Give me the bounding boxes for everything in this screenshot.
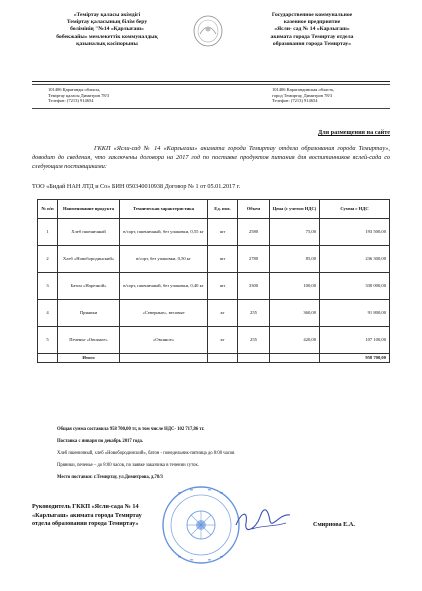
column-header: Ед. изм. — [208, 200, 238, 219]
cell-number: 4 — [38, 300, 58, 327]
cell-empty — [270, 354, 320, 363]
contract-items-table — [37, 199, 390, 363]
signatory-name: Смирнова Е.А. — [313, 521, 355, 528]
column-header: Объем — [238, 200, 270, 219]
cell-number: 1 — [38, 219, 58, 246]
cell-product: Хлеб пшеничный — [58, 219, 120, 246]
header-divider-thin — [32, 84, 390, 85]
delivery-period-note: Поставка с января по декабрь 2017 года. — [57, 439, 144, 444]
header-left-kazakh — [32, 12, 182, 48]
address-line: 101406 Карагандинская область, — [272, 87, 335, 92]
address-line: Телефон: (7213) 914654 — [272, 98, 318, 104]
cell-sum: 193 500,00 — [320, 219, 390, 246]
table-row — [38, 246, 390, 273]
header-right-line: казенное предприятие — [283, 19, 341, 26]
cell-number: 3 — [38, 273, 58, 300]
cell-empty — [120, 354, 208, 363]
header-right-russian — [232, 12, 392, 48]
signatory-title — [32, 503, 142, 529]
cookies-schedule-note: Пряники, печенье – до 8:00 часов, по заявке заказчика в течении суток. — [57, 463, 199, 468]
cell-volume: 2580 — [238, 219, 270, 246]
cell-spec: в/сорт, без упаковки, 0,50 кг — [120, 246, 208, 273]
cell-unit: шт — [208, 246, 238, 273]
cell-number: 2 — [38, 246, 58, 273]
cell-unit: кг — [208, 300, 238, 327]
cell-price: 85,00 — [270, 246, 320, 273]
organization-emblem-icon — [190, 12, 226, 50]
cell-empty — [38, 354, 58, 363]
header-divider — [32, 81, 390, 82]
address-line: Телефон: (7213) 914654 — [48, 98, 94, 104]
cell-product: Хлеб «Новобородинский» — [58, 246, 120, 273]
delivery-place-note: Место поставки: г.Темиртау, ул.Димитрова, д.78/3 — [57, 475, 163, 480]
header-right-line: «Ясли- сад № 14 «Карлыгаш» — [274, 26, 350, 33]
header-right-line: образования города Темиртау» — [272, 40, 352, 47]
bread-schedule-note: Хлеб пшеничный, хлеб «Новобородинский», батон - понедельник-пятница до 8:00 часов — [57, 451, 235, 456]
cell-price: 360,00 — [270, 300, 320, 327]
cell-volume: 255 — [238, 300, 270, 327]
cell-volume: 3300 — [238, 273, 270, 300]
intro-paragraph: ГККП «Ясли-сад № 14 «Карлыгаш» акимата города Темиртау отдела образования города Темиртау», доводит до сведения, что заключены договора на 2017 год по поставке продуктов питания для воспитанников яслей-сада со следующим поставщиками: — [32, 145, 390, 171]
website-placement-note: Для размещения на сайте — [318, 129, 390, 136]
column-header: Техническая характеристика — [120, 200, 208, 219]
header-right-line: Государственное коммунальное — [271, 12, 353, 18]
header-left-line: қазыналық кәсіпорыны — [76, 40, 138, 47]
total-label: Итого — [58, 354, 120, 363]
address-line: Теміртау қаласы Димитров 78/3 — [48, 92, 110, 98]
table-row — [38, 219, 390, 246]
column-header: Наименование продукта — [58, 200, 120, 219]
cell-unit: кг — [208, 327, 238, 354]
table-header-row — [38, 200, 390, 219]
contract-notes — [57, 427, 377, 487]
column-header: № п/п — [38, 200, 58, 219]
cell-number: 5 — [38, 327, 58, 354]
cell-volume: 2780 — [238, 246, 270, 273]
cell-empty — [238, 354, 270, 363]
table-total-row — [38, 354, 390, 363]
table-row — [38, 300, 390, 327]
address-line: 101406 Қарағанды облысы, — [48, 87, 101, 92]
signatory-line: Руководитель ГККП «Ясли-сада № 14 — [32, 503, 139, 510]
supplier-line: ТОО «Бидай НАН ЛТД и Со» БИН 050340010938 Договор № 1 от 05.01.2017 г. — [32, 183, 241, 190]
header-right-line: акимата города Темиртау отдела — [270, 33, 354, 40]
cell-product: Печенье «Овсяное» — [58, 327, 120, 354]
cell-spec: в/сорт, пшеничный, без упаковки, 0,55 кг — [120, 219, 208, 246]
table-row — [38, 273, 390, 300]
cell-empty — [208, 354, 238, 363]
table-row — [38, 327, 390, 354]
column-header: Цена (с учетом НДС) — [270, 200, 320, 219]
cell-spec: «Овсяное» — [120, 327, 208, 354]
address-divider — [32, 108, 390, 109]
cell-sum: 91 800,00 — [320, 300, 390, 327]
address-left — [48, 87, 109, 104]
cell-unit: шт — [208, 219, 238, 246]
cell-price: 75,00 — [270, 219, 320, 246]
cell-spec: «Северные», весовые — [120, 300, 208, 327]
column-header: Сумма с НДС — [320, 200, 390, 219]
cell-sum: 236 300,00 — [320, 246, 390, 273]
address-right — [272, 87, 334, 104]
header-left-line: бөбекжайы» мемлекеттік коммуналдық — [56, 33, 158, 40]
address-line: город Темиртау, Димитров 78/3 — [272, 92, 333, 98]
signatory-line: «Карлыгаш» акимата города Темиртау — [32, 511, 142, 519]
handwritten-signature-icon — [232, 503, 294, 535]
cell-unit: шт — [208, 273, 238, 300]
total-value: 958 700,00 — [320, 354, 390, 363]
cell-sum: 330 000,00 — [320, 273, 390, 300]
official-seal-icon — [160, 484, 242, 566]
header-left-line: бөлімінің "№14 «Қарлығаш» — [70, 26, 144, 33]
cell-price: 420,00 — [270, 327, 320, 354]
header-left-line: «Теміртау қаласы әкімдігі — [73, 12, 141, 18]
signatory-line: отдела образования города Темиртау» — [32, 520, 139, 528]
cell-sum: 107 100,00 — [320, 327, 390, 354]
cell-price: 100,00 — [270, 273, 320, 300]
cell-volume: 255 — [238, 327, 270, 354]
cell-spec: в/сорт, пшеничный, без упаковки, 0,40 кг — [120, 273, 208, 300]
cell-product: Пряники — [58, 300, 120, 327]
cell-product: Батон «Нарезной» — [58, 273, 120, 300]
total-sum-note: Общая сумма составила 958 700,00 тг, в том числе НДС- 102 717,86 тг. — [57, 427, 205, 432]
header-left-line: Теміртау қаласының білім беру — [66, 19, 148, 26]
